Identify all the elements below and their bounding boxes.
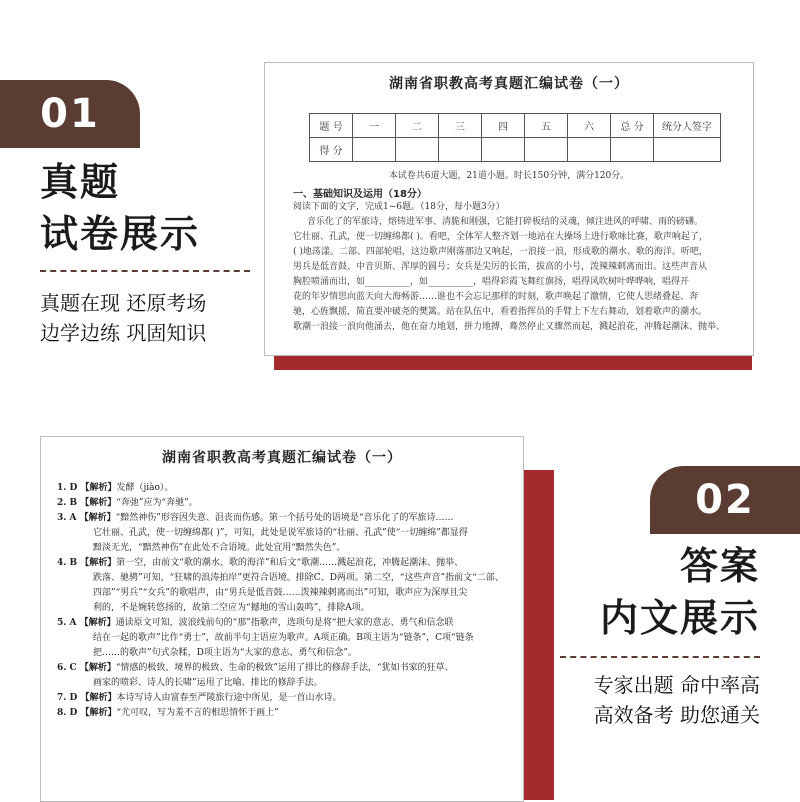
answer-text: “尤可叹，写为羞不言的相思情怀于画上” [116, 708, 279, 718]
exam-paper-preview [264, 62, 754, 356]
divider [560, 656, 760, 658]
score-cell [611, 138, 654, 162]
paper-text-line: 胸腔喷涌而出，如__________，如__________，唱得彩霞飞舞红旗扬，唱得风吹树叶哗哗响，唱得开 [293, 277, 690, 287]
score-cell: 三 [439, 114, 482, 138]
answer-text: 通读原文可知，波浪线前句的“那”指歌声，选项句是将“把大家的意志、勇气和信念联 [115, 618, 454, 628]
answer-label: 2. B 【解析】 [57, 498, 117, 508]
answer-text-cont: 利的，不是婉转悠扬的，故第二空应为“撼地的雪山轰鸣”，排除A项。 [93, 603, 370, 613]
section-number: 02 [695, 477, 755, 523]
answer-text: 发酵（jiào）。 [116, 483, 174, 493]
paper-text-line: 阅读下面的文字，完成1~6题。（18分，每小题3分） [293, 202, 505, 212]
score-cell [568, 138, 611, 162]
answer-text: 第一空，由前文“歌的潮水、歌的海洋”和后文“歌潮……溅起浪花，冲腾起潮沫、抛举、 [116, 558, 464, 568]
section-title-line: 真题 [40, 159, 121, 204]
paper-text-line: 花的年岁情思向蓝天向大海畅游……谁也不会忘记那样的时刻，歌声唤起了激情，它使人思绪叠起、奔 [293, 292, 699, 302]
answer-label: 4. B 【解析】 [57, 558, 117, 568]
answer-item [57, 556, 505, 616]
subtitle: 高效备考 助您通关 [593, 703, 760, 727]
section-title-line: 答案 [679, 543, 760, 588]
score-cell: 六 [568, 114, 611, 138]
section-title [40, 156, 200, 260]
subtitle: 真题在现 还原考场 [40, 291, 207, 315]
answer-item [57, 706, 505, 721]
answer-text: “奔弛”应为“奔驰”。 [116, 498, 198, 508]
answer-label: 1. D 【解析】 [57, 483, 117, 493]
divider [40, 270, 250, 272]
answer-text-cont: 把……的歌声”句式杂糅，D项主语为“大家的意志、勇气和信念”。 [93, 648, 358, 658]
score-cell: 二 [396, 114, 439, 138]
paper-text-line: 它壮丽、孔武，使一切缠绵都( )。看吧，全体军人整齐划一地站在大操场上进行歌咏比赛，歌声响起了， [293, 232, 708, 242]
answer-item [57, 661, 505, 691]
score-cell [396, 138, 439, 162]
paper-text-line: ( )地荡漾。二部、四部轮唱，这边歌声刚落那边又响起，一浪接一浪，形成歌的潮水、歌的海洋。听吧， [293, 247, 708, 257]
answer-text-cont: 黯淡无光，“黯然神伤”在此处不合语境。此处宜用“黯然失色”。 [93, 543, 346, 553]
paper-title: 湖南省职教高考真题汇编试卷（一） [162, 450, 402, 466]
answer-text: “情感的极致、境界的极致、生命的极致”运用了排比的修辞手法，“犹如书家的狂草、 [115, 663, 454, 673]
answer-text-cont: 结在一起的歌声”比作“勇士”，故前半句主语应为歌声。A项正确。B项主语为“链条”，C项“链条 [93, 633, 474, 643]
score-cell [439, 138, 482, 162]
paper-text-line: 歌潮一浪接一浪向他涌去，他在奋力地划，拼力地搏，蓦然停止又骤然而起，溅起浪花，冲腾起潮沫、抛举、 [293, 322, 726, 332]
score-cell: 题 号 [310, 114, 353, 138]
answer-text-cont: 画家的喷彩、诗人的长啸”运用了比喻、排比的修辞手法。 [93, 678, 323, 688]
paper-text-line: 男兵是低音鼓、中音贝斯、浑厚的圆号；女兵是尖厉的长笛，拔高的小号，泼辣辣剌离而出。这些声音从 [293, 262, 708, 272]
score-cell [353, 138, 396, 162]
paper-text-line: 驰，心旌飘摇，简直要冲破尧的樊篱。站在队伍中，看着指挥员的手臂上下左右舞动，划着歌声的潮水。 [293, 307, 708, 317]
section-title-line: 试卷展示 [40, 211, 201, 256]
score-cell [525, 138, 568, 162]
answer-label: 5. A 【解析】 [57, 618, 116, 628]
answer-item [57, 511, 505, 556]
subtitle: 专家出题 命中率高 [593, 673, 760, 697]
section-number: 01 [40, 91, 100, 137]
paper-note: 本试卷共6道大题，21道小题。时长150分钟，满分120分。 [388, 171, 630, 181]
answer-text: 本诗写诗人由富春至严陵旅行途中所见，是一首山水诗。 [116, 693, 342, 703]
score-cell: 得 分 [310, 138, 353, 162]
score-cell [654, 138, 721, 162]
paper-text-line: 音乐化了的军旅诗，熔铸进军事、清脆和刚强，它能打碎板结的灵魂，倾注进风的呼啸、雨的磅礴。 [307, 217, 704, 227]
section-number-badge [650, 466, 800, 534]
answer-text: “黯然神伤”形容因失意、沮丧而伤感。第一个括号处的语境是“音乐化了的军旅诗…… [115, 513, 454, 523]
section-title-line: 内文展示 [599, 595, 760, 640]
answer-label: 7. D 【解析】 [57, 693, 117, 703]
answer-text-cont: 跌落、驰骋”可知，“狂啸的浪涛拍岸”更符合语境。排除C、D两项。第二空，“这些声音”指前文“二部、 [93, 573, 504, 583]
subtitle: 边学边练 巩固知识 [40, 321, 207, 345]
paper-title: 湖南省职教高考真题汇编试卷（一） [389, 76, 629, 92]
score-cell: 四 [482, 114, 525, 138]
score-cell: 统分人签字 [654, 114, 721, 138]
answer-label: 8. D 【解析】 [57, 708, 117, 718]
answer-label: 6. C 【解析】 [57, 663, 116, 673]
score-cell: 五 [525, 114, 568, 138]
answer-item [57, 481, 505, 496]
section-title [600, 540, 760, 644]
score-table [309, 113, 721, 162]
answer-text-cont: 四部”“男兵”“女兵”的歌唱声，由“男兵是低音鼓……泼辣辣剌离而出”可知，歌声应为深厚且尖 [93, 588, 468, 598]
answer-text-cont: 它壮丽、孔武，使一切缠绵都( )”，可知，此处是说军旅诗的“壮丽、孔武”使“一切缠绵”都显得 [93, 528, 468, 538]
answer-label: 3. A 【解析】 [57, 513, 116, 523]
section-number-badge [0, 80, 140, 148]
answer-item [57, 496, 505, 511]
answer-paper-preview [40, 436, 524, 802]
section-heading: 一、基础知识及运用（18分） [293, 189, 427, 200]
score-cell: 总 分 [611, 114, 654, 138]
score-cell: 一 [353, 114, 396, 138]
answer-item [57, 691, 505, 706]
answer-item [57, 616, 505, 661]
score-cell [482, 138, 525, 162]
